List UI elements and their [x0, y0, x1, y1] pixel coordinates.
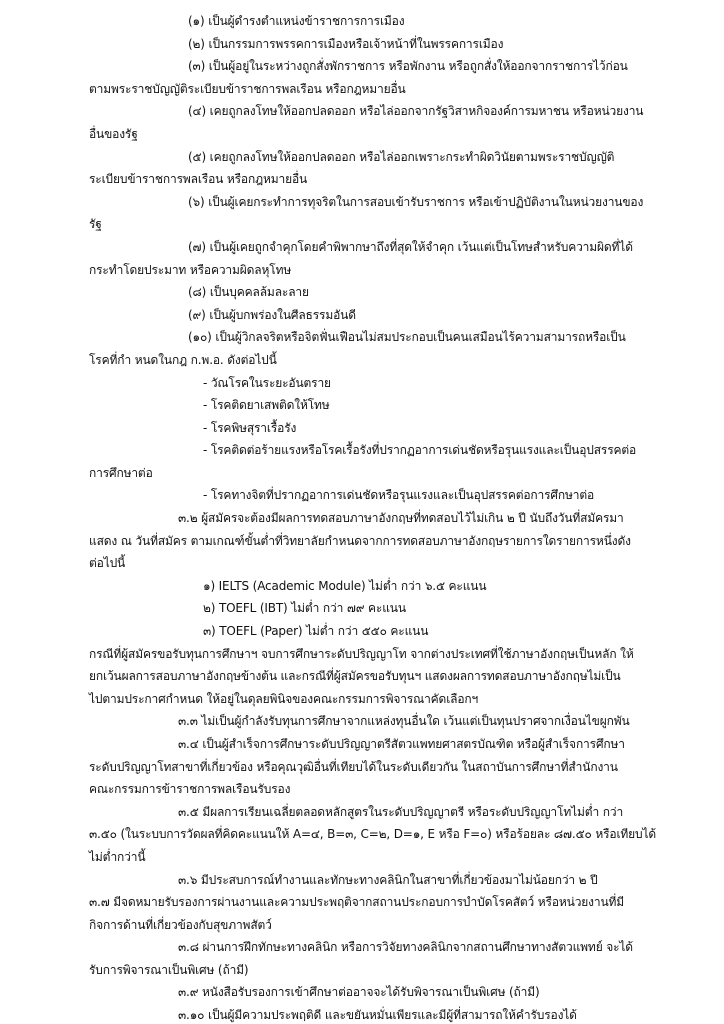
text-line: คณะกรรมการข้าราชการพลเรือนรับรอง: [89, 782, 291, 797]
text-line: ต่อไปนี้: [89, 556, 126, 571]
text-line: - โรคทางจิตที่ปรากฏอาการเด่นชัดหรือรุนแรงและเป็นอุปสรรคต่อการศึกษาต่อ: [203, 488, 595, 503]
text-line: ๓.๖ มีประสบการณ์ทำงานและทักษะทางคลินิกในสาขาที่เกี่ยวข้องมาไม่น้อยกว่า ๒ ปี: [178, 872, 598, 887]
text-line: แสดง ณ วันที่สมัคร ตามเกณฑ์ขั้นต่ำที่วิทยาลัยกำหนดจากการทดสอบภาษาอังกฤษรายการใดรายการหนึ่งดัง: [89, 533, 631, 548]
text-line: การศึกษาต่อ: [89, 465, 153, 480]
text-line: กระทำโดยประมาท หรือความผิดลหุโทษ: [89, 262, 292, 277]
text-line: ๓.๘ ผ่านการฝึกทักษะทางคลินิก หรือการวิจัยทางคลินิกจากสถานศึกษาทางสัตวแพทย์ จะได้: [178, 940, 633, 955]
text-line: (๙) เป็นผู้บกพร่องในศีลธรรมอันดี: [188, 307, 356, 322]
text-line: - วัณโรคในระยะอันตราย: [203, 375, 331, 390]
text-line: โรคที่กำ หนดในกฎ ก.พ.อ. ดังต่อไปนี้: [89, 352, 277, 367]
text-line: (๑) เป็นผู้ดำรงตำแหน่งข้าราชการการเมือง: [188, 14, 405, 28]
text-line: - โรคติดยาเสพติดให้โทษ: [203, 398, 330, 412]
text-line: ๓.๗ มีจดหมายรับรองการผ่านงานและความประพฤติจากสถานประกอบการบำบัดโรคสัตว์ หรือหน่วยงานที่มี: [89, 895, 625, 909]
text-line: ๓.๙ หนังสือรับรองการเข้าศึกษาต่ออาจจะได้รับพิจารณาเป็นพิเศษ (ถ้ามี): [178, 985, 540, 1000]
text-line: - โรคติดต่อร้ายแรงหรือโรคเรื้อรังที่ปรากฏอาการเด่นชัดหรือรุนแรงและเป็นอุปสรรคต่อ: [203, 443, 637, 458]
text-line: (๘) เป็นบุคคลล้มละลาย: [188, 285, 309, 300]
text-line: ยกเว้นผลการสอบภาษาอังกฤษข้างต้น และกรณีที่ผู้สมัครขอรับทุนฯ แสดงผลการทดสอบภาษาอังกฤษไม่เป็น: [89, 669, 621, 684]
text-line: อื่นของรัฐ: [89, 127, 138, 141]
text-line: ๓.๕๐ (ในระบบการวัดผลที่คิดคะแนนให้ A=๔, B=๓, C=๒, D=๑, E หรือ F=๐) หรือร้อยละ ๘๗.๕๐ หรือเทียบได้: [89, 827, 657, 842]
text-line: ๓.๓ ไม่เป็นผู้กำลังรับทุนการศึกษาจากแหล่งทุนอื่นใด เว้นแต่เป็นทุนปราศจากเงื่อนไขผูกพัน: [178, 714, 630, 729]
text-line: ระเบียบข้าราชการพลเรือน หรือกฎหมายอื่น: [89, 172, 308, 187]
text-line: ๓.๔ เป็นผู้สำเร็จการศึกษาระดับปริญญาตรีสัตวแพทยศาสตรบัณฑิต หรือผู้สำเร็จการศึกษา: [178, 736, 625, 751]
text-line: กิจการด้านที่เกี่ยวข้องกับสุขภาพสัตว์: [89, 917, 272, 932]
text-line: - โรคพิษสุราเรื้อรัง: [203, 420, 297, 435]
text-line: ๑) IELTS (Academic Module) ไม่ต่ำ กว่า ๖.๕ คะแนน: [203, 578, 487, 593]
text-line: ๓.๒ ผู้สมัครจะต้องมีผลการทดสอบภาษาอังกฤษที่ทดสอบไว้ไม่เกิน ๒ ปี นับถึงวันที่สมัครมา: [178, 511, 624, 525]
text-line: (๔) เคยถูกลงโทษให้ออกปลดออก หรือไล่ออกจากรัฐวิสาหกิจองค์การมหาชน หรือหน่วยงาน: [188, 104, 644, 119]
text-line: ไม่ต่ำกว่านี้: [89, 849, 146, 864]
text-line: ๓) TOEFL (Paper) ไม่ต่ำ กว่า ๕๕๐ คะแนน: [203, 624, 429, 638]
text-line: ๒) TOEFL (IBT) ไม่ต่ำ กว่า ๗๙ คะแนน: [203, 601, 406, 616]
text-line: (๕) เคยถูกลงโทษให้ออกปลดออก หรือไล่ออกเพราะกระทำผิดวินัยตามพระราชบัญญัติ: [188, 149, 615, 164]
text-line: รับการพิจารณาเป็นพิเศษ (ถ้ามี): [89, 962, 249, 977]
text-line: ไปตามประกาศกำหนด ให้อยู่ในดุลยพินิจของคณะกรรมการพิจารณาคัดเลือกฯ: [89, 691, 479, 706]
text-line: ๓.๕ มีผลการเรียนเฉลี่ยตลอดหลักสูตรในระดับปริญญาตรี หรือระดับปริญญาโทไม่ต่ำ กว่า: [178, 804, 624, 819]
text-line: ระดับปริญญาโทสาขาที่เกี่ยวข้อง หรือคุณวุฒิอื่นที่เทียบได้ในระดับเดียวกัน ในสถาบันการศึกษาที่สำนักงาน: [89, 759, 618, 774]
text-line: (๗) เป็นผู้เคยถูกจำคุกโดยคำพิพากษาถึงที่สุดให้จำคุก เว้นแต่เป็นโทษสำหรับความผิดที่ได้: [188, 239, 633, 254]
text-line: (๑๐) เป็นผู้วิกลจริตหรือจิตฟั่นเฟือนไม่สมประกอบเป็นคนเสมือนไร้ความสามารถหรือเป็น: [188, 330, 626, 345]
text-line: ๓.๑๐ เป็นผู้มีความประพฤติดี และขยันหมั่นเพียรและมีผู้ที่สามารถให้คำรับรองได้: [178, 1008, 577, 1022]
text-line: กรณีที่ผู้สมัครขอรับทุนการศึกษาฯ จบการศึกษาระดับปริญญาโท จากต่างประเทศที่ใช้ภาษาอังกฤษเป็นหลัก ให้: [89, 646, 634, 661]
text-line: รัฐ: [89, 217, 102, 232]
text-line: (๖) เป็นผู้เคยกระทำการทุจริตในการสอบเข้ารับราชการ หรือเข้าปฏิบัติงานในหน่วยงานของ: [188, 194, 644, 209]
text-line: (๓) เป็นผู้อยู่ในระหว่างถูกสั่งพักราชการ หรือพักงาน หรือถูกสั่งให้ออกจากราชการไว้ก่อน: [188, 59, 628, 74]
text-line: (๒) เป็นกรรมการพรรคการเมืองหรือเจ้าหน้าที่ในพรรคการเมือง: [188, 36, 504, 51]
text-line: ตามพระราชบัญญัติระเบียบข้าราชการพลเรือน หรือกฎหมายอื่น: [89, 81, 406, 96]
